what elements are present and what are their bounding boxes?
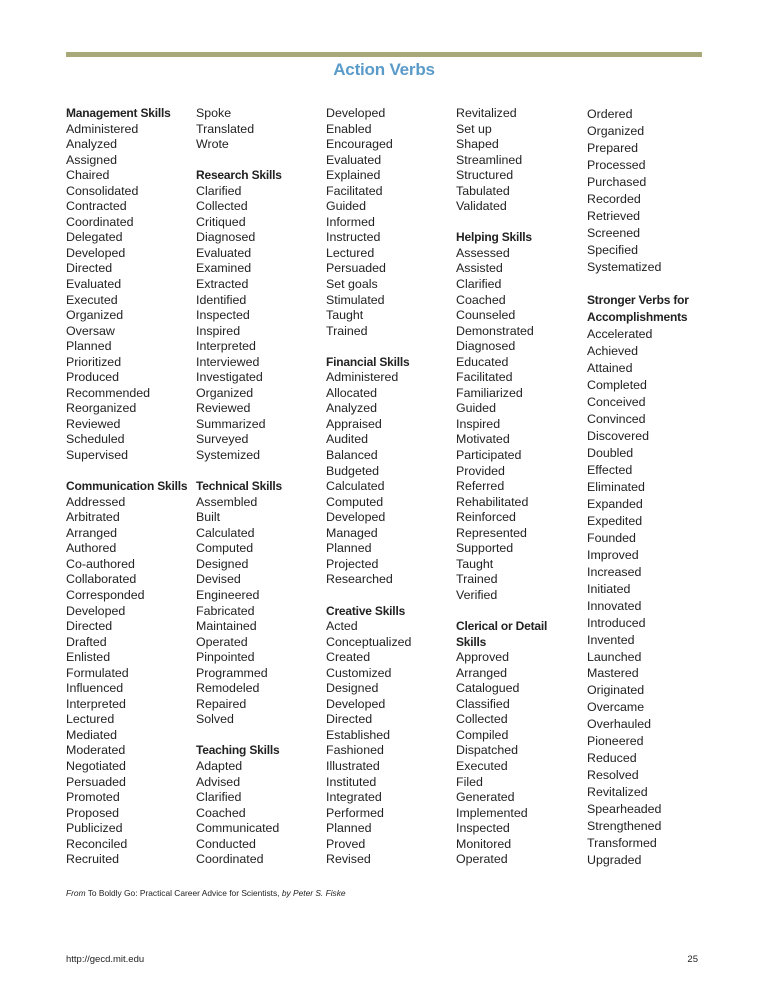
verb-item: Supervised [66,448,128,463]
verb-item: Interviewed [196,354,260,369]
source-citation [66,888,346,898]
page-title: Action Verbs [333,60,435,79]
verb-item: Rehabilitated [456,494,529,509]
verb-item: Calculated [196,525,255,540]
verb-item: Reconciled [66,836,128,851]
verb-item: Resolved [587,768,639,783]
verb-item: Reduced [587,751,637,766]
verb-item: Remodeled [196,681,260,696]
verb-item: Corresponded [66,587,145,602]
verb-item: Collaborated [66,572,137,587]
verb-item: Lectured [66,712,115,727]
verb-item: Effected [587,463,633,478]
verb-item: Critiqued [196,214,246,229]
verb-item: Coached [456,292,506,307]
verb-item: Integrated [326,790,382,805]
verb-item: Programmed [196,665,268,680]
verb-item: Planned [326,821,372,836]
verb-column-2 [196,106,324,868]
verb-item: Administered [66,121,139,136]
verb-item: Enlisted [66,650,111,665]
verb-item: Developed [326,696,386,711]
verb-item: Reinforced [456,510,516,525]
verb-item: Executed [456,758,508,773]
verb-item: Delegated [66,230,123,245]
verb-item: Created [326,650,371,665]
verb-item: Systemized [196,448,261,463]
verb-item: Interpreted [196,339,256,354]
verb-item: Co-authored [66,556,135,571]
verb-item: Maintained [196,619,257,634]
section-heading: Stronger Verbs for [587,293,689,308]
verb-item: Eliminated [587,479,645,494]
verb-item: Operated [196,634,248,649]
verb-item: Lectured [326,245,375,260]
verb-item: Completed [587,378,647,393]
verb-item: Overcame [587,700,645,715]
verb-item: Solved [196,712,234,727]
verb-item: Evaluated [66,277,122,292]
spacer [587,276,715,293]
verb-item: Diagnosed [456,339,516,354]
verb-item: Wrote [196,137,229,152]
verb-item: Transformed [587,835,657,850]
verb-item: Operated [456,852,508,867]
verb-item: Filed [456,774,483,789]
verb-item: Adapted [196,758,243,773]
verb-item: Fabricated [196,603,255,618]
verb-item: Planned [66,339,112,354]
verb-item: Chaired [66,168,110,183]
verb-item: Informed [326,214,375,229]
verb-item: Convinced [587,412,646,427]
verb-item: Reorganized [66,401,137,416]
verb-item: Familiarized [456,385,523,400]
verb-item: Revitalized [587,785,648,800]
verb-item: Set up [456,121,492,136]
verb-item: Innovated [587,598,642,613]
verb-item: Organized [196,385,254,400]
verb-item: Set goals [326,277,378,292]
verb-item: Trained [456,572,498,587]
verb-item: Discovered [587,429,649,444]
verb-item: Counseled [456,308,516,323]
verb-item: Established [326,727,391,742]
verb-item: Fashioned [326,743,384,758]
spacer [456,215,584,231]
verb-item: Devised [196,572,241,587]
verb-item: Founded [587,530,636,545]
verb-item: Organized [66,308,124,323]
verb-item: Recorded [587,191,641,206]
spacer [66,464,194,480]
verb-column-1 [66,106,194,868]
spacer [326,339,454,355]
verb-item: Diagnosed [196,230,256,245]
verb-item: Accelerated [587,327,653,342]
verb-item: Coordinated [196,852,264,867]
section-heading: Management Skills [66,106,171,120]
verb-item: Contracted [66,199,127,214]
verb-item: Customized [326,665,392,680]
verb-item: Spearheaded [587,802,662,817]
verb-item: Inspected [196,308,250,323]
section-heading: Helping Skills [456,230,532,245]
verb-item: Instructed [326,230,381,245]
verb-item: Surveyed [196,432,249,447]
verb-item: Pinpointed [196,650,255,665]
verb-item: Facilitated [456,370,513,385]
verb-item: Directed [66,261,113,276]
verb-item: Inspected [456,821,510,836]
verb-item: Supported [456,541,514,556]
verb-item: Interpreted [66,696,126,711]
verb-item: Persuaded [326,261,386,276]
verb-item: Negotiated [66,758,126,773]
verb-item: Allocated [326,385,377,400]
verb-item: Reviewed [196,401,251,416]
verb-item: Achieved [587,344,638,359]
verb-item: Analyzed [326,401,377,416]
verb-item: Doubled [587,446,634,461]
verb-item: Advised [196,774,241,789]
verb-item: Collected [456,712,508,727]
spacer [196,728,324,744]
verb-item: Projected [326,556,379,571]
verb-item: Screened [587,225,641,240]
section-heading: Financial Skills [326,354,410,369]
verb-item: Taught [456,556,494,571]
verb-item: Designed [326,681,379,696]
verb-item: Mastered [587,666,639,681]
verb-item: Conceived [587,395,646,410]
section-heading: Skills [456,634,487,649]
verb-item: Communicated [196,821,280,836]
top-rule [66,52,702,57]
section-heading: Creative Skills [326,603,406,618]
verb-item: Arranged [66,525,117,540]
verb-item: Reviewed [66,416,121,431]
verb-item: Summarized [196,416,266,431]
verb-item: Translated [196,121,255,136]
verb-item: Clarified [196,790,242,805]
verb-item: Taught [326,308,364,323]
section-heading: Teaching Skills [196,743,280,758]
verb-item: Assisted [456,261,503,276]
verb-item: Produced [66,370,120,385]
verb-item: Coached [196,805,246,820]
verb-item: Conceptualized [326,634,412,649]
verb-item: Streamlined [456,152,523,167]
verb-item: Evaluated [196,245,252,260]
spacer [456,604,584,620]
verb-item: Recruited [66,852,120,867]
verb-item: Organized [587,123,645,138]
verb-item: Invented [587,632,635,647]
verb-item: Administered [326,370,399,385]
page-number: 25 [687,954,698,965]
verb-item: Compiled [456,727,509,742]
verb-item: Originated [587,683,645,698]
verb-item: Monitored [456,836,512,851]
verb-item: Performed [326,805,384,820]
verb-item: Acted [326,619,358,634]
verb-item: Collected [196,199,248,214]
verb-item: Budgeted [326,463,380,478]
verb-item: Assembled [196,494,258,509]
verb-item: Examined [196,261,252,276]
section-heading: Technical Skills [196,479,282,494]
verb-item: Specified [587,242,638,257]
verb-item: Authored [66,541,117,556]
verb-item: Dispatched [456,743,518,758]
verb-item: Developed [66,245,126,260]
verb-item: Engineered [196,587,260,602]
verb-item: Developed [66,603,126,618]
verb-item: Assessed [456,245,510,260]
verb-item: Computed [196,541,254,556]
verb-item: Validated [456,199,507,214]
verb-column-4 [456,106,584,868]
verb-item: Consolidated [66,183,139,198]
verb-item: Enabled [326,121,372,136]
section-heading: Accomplishments [587,310,688,325]
verb-item: Managed [326,525,378,540]
verb-item: Influenced [66,681,124,696]
verb-item: Balanced [326,448,378,463]
verb-item: Shaped [456,137,499,152]
verb-item: Implemented [456,805,528,820]
verb-item: Analyzed [66,137,117,152]
verb-item: Approved [456,650,510,665]
verb-item: Increased [587,564,642,579]
verb-item: Prioritized [66,354,122,369]
verb-item: Educated [456,354,509,369]
verb-item: Verified [456,587,498,602]
verb-item: Clarified [456,277,502,292]
verb-item: Oversaw [66,323,115,338]
verb-item: Arranged [456,665,507,680]
verb-item: Audited [326,432,369,447]
verb-item: Processed [587,157,646,172]
verb-item: Clarified [196,183,242,198]
verb-item: Extracted [196,277,249,292]
verb-item: Coordinated [66,214,134,229]
section-heading: Communication Skills [66,479,188,494]
verb-item: Revitalized [456,106,517,120]
verb-item: Illustrated [326,758,380,773]
footer-url[interactable]: http://gecd.mit.edu [66,954,145,965]
verb-item: Designed [196,556,249,571]
verb-item: Spoke [196,106,232,120]
section-heading: Research Skills [196,168,282,183]
verb-item: Repaired [196,696,247,711]
source-prefix: From [66,888,86,898]
verb-item: Retrieved [587,208,641,223]
verb-item: Strengthened [587,819,662,834]
verb-item: Appraised [326,416,382,431]
verb-item: Assigned [66,152,117,167]
verb-item: Pioneered [587,734,644,749]
verb-item: Persuaded [66,774,126,789]
verb-item: Facilitated [326,183,383,198]
verb-item: Represented [456,525,527,540]
verb-item: Recommended [66,385,151,400]
verb-item: Attained [587,361,633,376]
verb-item: Researched [326,572,393,587]
verb-item: Instituted [326,774,377,789]
verb-item: Purchased [587,174,647,189]
verb-item: Overhauled [587,717,652,732]
verb-item: Launched [587,649,642,664]
verb-item: Catalogued [456,681,520,696]
verb-item: Motivated [456,432,510,447]
verb-column-3 [326,106,454,868]
verb-item: Prepared [587,140,638,155]
verb-item: Encouraged [326,137,393,152]
verb-item: Participated [456,448,522,463]
verb-item: Proved [326,836,366,851]
spacer [196,464,324,480]
verb-item: Inspired [196,323,241,338]
verb-item: Systematized [587,259,662,274]
verb-item: Scheduled [66,432,125,447]
verb-item: Addressed [66,494,126,509]
verb-column-5 [587,106,715,869]
verb-item: Drafted [66,634,107,649]
verb-item: Referred [456,479,505,494]
verb-item: Initiated [587,581,631,596]
verb-item: Demonstrated [456,323,534,338]
verb-item: Revised [326,852,371,867]
verb-item: Developed [326,106,386,120]
verb-item: Executed [66,292,118,307]
verb-item: Developed [326,510,386,525]
verb-item: Guided [326,199,366,214]
verb-item: Classified [456,696,510,711]
verb-item: Ordered [587,107,633,121]
verb-item: Planned [326,541,372,556]
verb-item: Inspired [456,416,501,431]
verb-item: Directed [326,712,373,727]
verb-item: Introduced [587,615,646,630]
verb-item: Directed [66,619,113,634]
verb-item: Expanded [587,496,643,511]
source-author: by Peter S. Fiske [281,888,346,898]
verb-item: Expedited [587,513,643,528]
source-book: To Boldly Go: Practical Career Advice for Scientists, [85,888,282,898]
verb-item: Moderated [66,743,126,758]
verb-item: Generated [456,790,515,805]
verb-item: Stimulated [326,292,385,307]
verb-item: Trained [326,323,368,338]
section-heading: Clerical or Detail [456,619,548,634]
verb-item: Conducted [196,836,256,851]
verb-item: Promoted [66,790,120,805]
verb-item: Guided [456,401,496,416]
verb-item: Improved [587,547,639,562]
verb-item: Mediated [66,727,117,742]
spacer [196,153,324,169]
verb-item: Investigated [196,370,263,385]
verb-item: Proposed [66,805,120,820]
verb-item: Computed [326,494,384,509]
verb-item: Built [196,510,221,525]
verb-item: Provided [456,463,505,478]
verb-item: Evaluated [326,152,382,167]
verb-item: Formulated [66,665,129,680]
verb-item: Structured [456,168,514,183]
spacer [326,588,454,604]
verb-item: Publicized [66,821,123,836]
verb-item: Identified [196,292,247,307]
verb-item: Tabulated [456,183,510,198]
verb-item: Arbitrated [66,510,120,525]
verb-item: Explained [326,168,381,183]
verb-item: Upgraded [587,852,642,867]
verb-item: Calculated [326,479,385,494]
